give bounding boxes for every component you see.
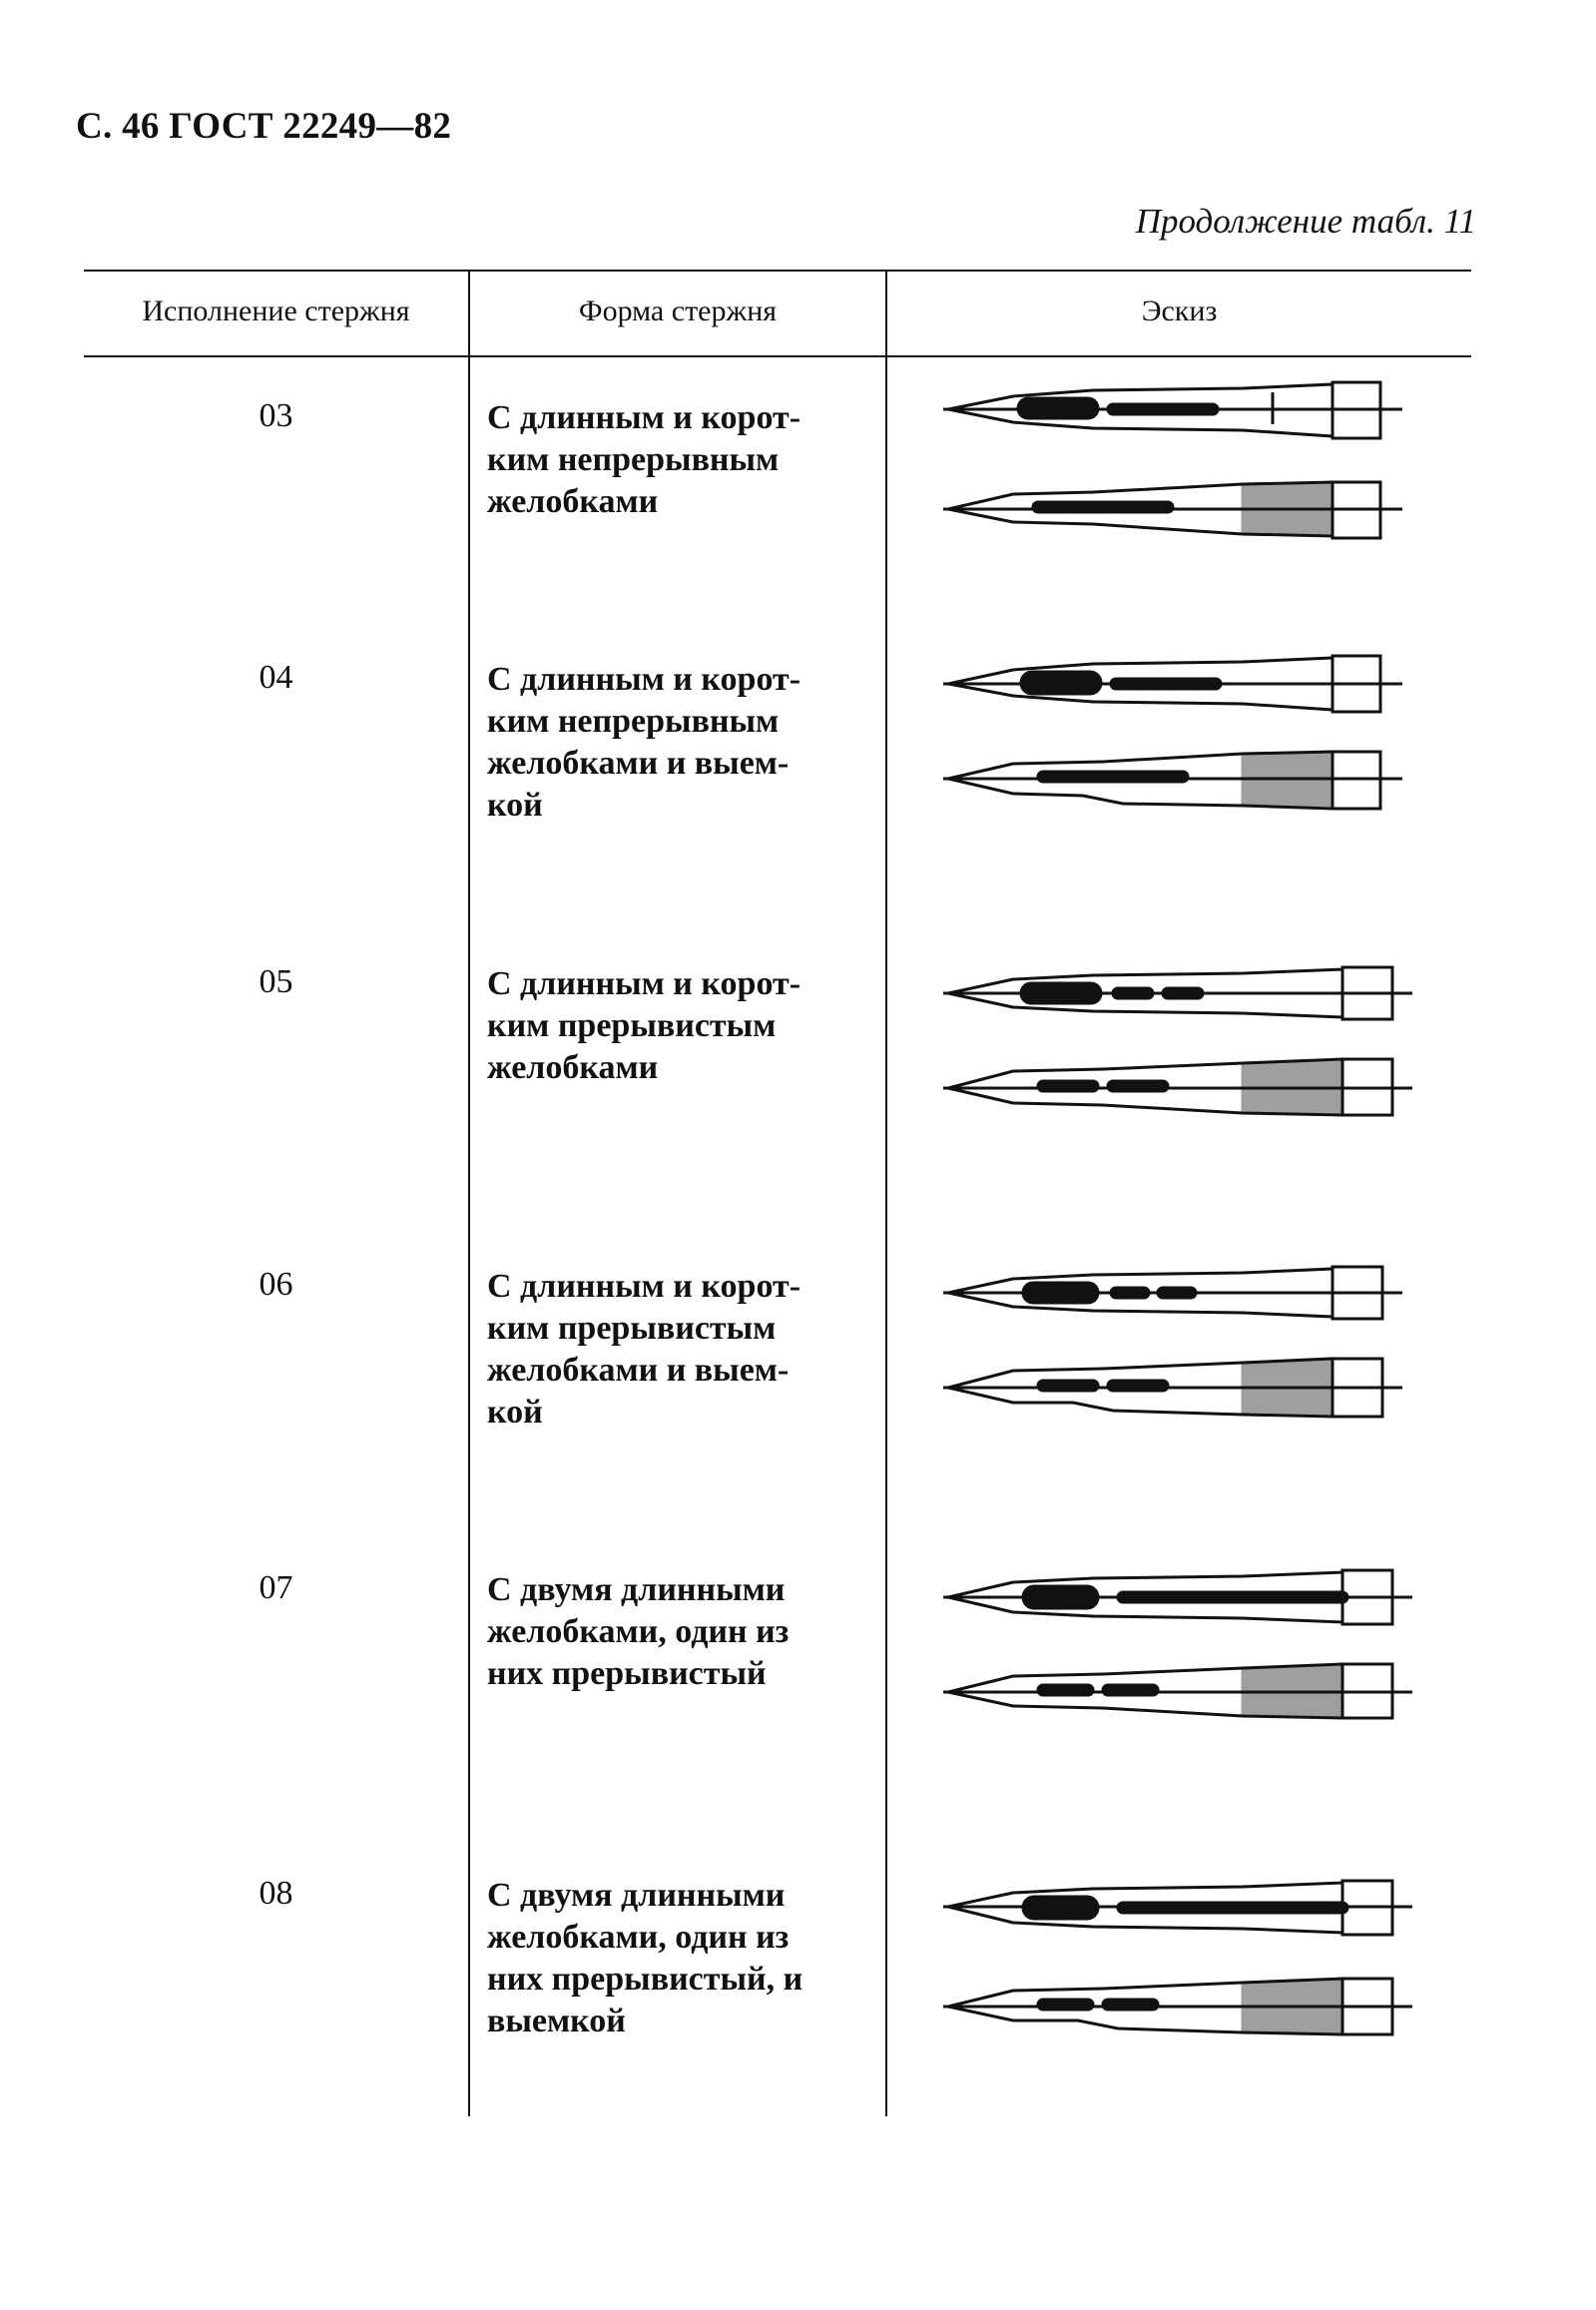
needle-side-view [943,482,1402,538]
row-code: 07 [259,1569,293,1606]
row-shape-description: С длинным и корот- ким непрерывным желобками и выем- кой [487,661,801,824]
row-shape-description: С длинным и корот- ким прерывистым желобками [487,965,801,1086]
row-code: 06 [259,1266,293,1303]
needle-front-view [943,656,1402,712]
needle-side-view [943,1059,1412,1115]
row-code: 03 [259,397,293,434]
column-divider-2 [885,270,887,2116]
needle-front-view [943,1267,1402,1319]
page-header: С. 46 ГОСТ 22249—82 [76,106,452,147]
row-code: 08 [259,1875,293,1912]
needle-side-view [943,1359,1402,1417]
column-divider-1 [468,270,470,2116]
row-shape-description: С двумя длинными желобками, один из них прерывистый [487,1571,790,1692]
table-continuation-label: Продолжение табл. 11 [1135,202,1476,241]
row-shape-description: С двумя длинными желобками, один из них прерывистый, и выемкой [487,1877,803,2039]
column-header-code: Исполнение стержня [142,294,410,327]
needle-sketch-08 [943,1867,1422,2046]
header-bottom-rule [84,355,1471,357]
needle-front-view [943,382,1402,438]
needle-front-view [943,967,1412,1019]
column-header-shape: Форма стержня [578,294,778,327]
row-code: 05 [259,963,293,1000]
table-top-rule [84,270,1471,272]
row-code: 04 [259,659,293,696]
needle-sketch-03 [943,374,1422,554]
needle-sketch-04 [943,644,1422,824]
needle-sketch-06 [943,1253,1422,1433]
needle-sketch-05 [943,953,1422,1133]
needle-front-view [943,1881,1412,1935]
needle-side-view [943,752,1402,809]
needle-sketch-07 [943,1552,1422,1732]
needle-front-view [943,1570,1412,1624]
row-shape-description: С длинным и корот- ким непрерывным желобками [487,399,801,520]
column-header-sketch: Эскиз [1141,294,1218,327]
row-shape-description: С длинным и корот- ким прерывистым желобками и выем- кой [487,1268,801,1431]
needle-side-view [943,1979,1412,2034]
needle-side-view [943,1664,1412,1718]
